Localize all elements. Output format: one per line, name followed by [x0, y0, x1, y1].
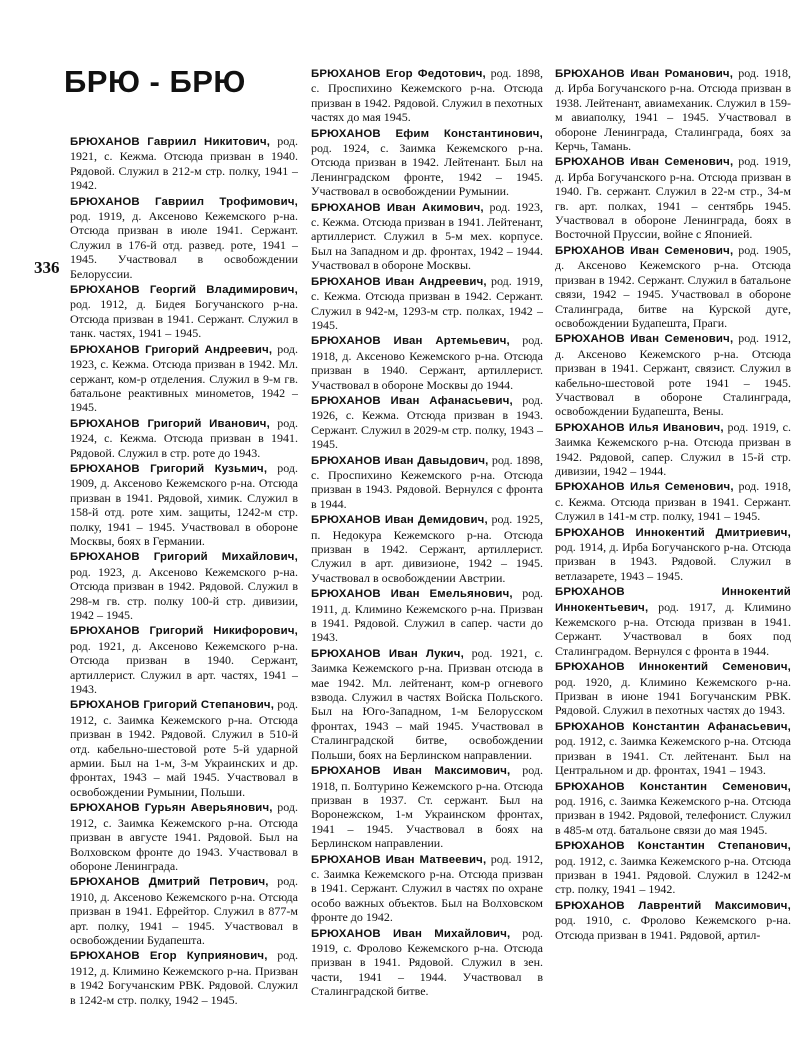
entry-details: род. 1923, с. Кежма. Отсюда призван в 1941. Лейтенант, артиллерист. Служил в 5-м мех. корпусе. Был на Западном и др. фронтах, 1942 – 1944. Участвовал в обороне Москвы. [311, 199, 543, 273]
entry-details: род. 1905, д. Аксеново Кежемского р-на. Отсюда призван в 1942. Сержант. Служил в батальоне связи, 1942 – 1945. Участвовал в обороне Сталинграда, битве на Курской дуге, освобождении Будапешта, Праги. [555, 242, 791, 330]
entry-details: род. 1912, с. Заимка Кежемского р-на. Отсюда призван в августе 1941. Рядовой. Был на Волховском фронте до 1943. Участвовал в обороне Ленинграда. [70, 800, 298, 873]
entry-name: БРЮХАНОВ Иван Семенович, [555, 244, 734, 257]
biography-entry [311, 926, 543, 999]
entry-details: род. 1909, д. Аксеново Кежемского р-на. Отсюда призван в 1941. Рядовой, химик. Служил в 158-й отд. роте хим. защиты, 1242-м стр. полку, 1941 – 1945. Участвовал в обороне Москвы, боях в Германии. [70, 460, 298, 548]
page-number: 336 [34, 258, 60, 277]
biography-entry [70, 461, 298, 548]
entry-details: род. 1918, п. Болтурино Кежемского р-на. Отсюда призван в 1937. Ст. сержант. Был на Воронежском, 1-м Украинском фронтах, 1941 – 1945. Участвовал в боях на Берлинском направлении. [311, 763, 543, 851]
biography-entry [311, 393, 543, 452]
entry-name: БРЮХАНОВ Константин Афанасьевич, [555, 720, 791, 733]
entry-name: БРЮХАНОВ Лаврентий Максимович, [555, 899, 791, 912]
entry-details: род. 1898, с. Проспихино Кежемского р-на. Отсюда призван в 1943. Рядовой. Вернулся с фронта в 1944. [311, 452, 543, 511]
biography-entry [70, 134, 298, 193]
entry-details: род. 1912, с. Заимка Кежемского р-на. Отсюда призван в 1942. Рядовой. Служил в 510-й отд. кабельно-шестовой роте 5-й ударной армии. Был на 1-м, 3-м Украинских и др. фронтах, 1943 – май 1945. Участвовал в освобождении Румынии, Польши. [70, 697, 298, 799]
entry-details: род. 1912, с. Заимка Кежемского р-на. Отсюда призван в 1941. Сержант. Служил в частях по охране особо важных объектов. Был на Волховском фронте до 1942. [311, 851, 543, 925]
entry-name: БРЮХАНОВ Иван Семенович, [555, 156, 734, 169]
entry-details: род. 1919, с. Кежма. Отсюда призван в 1942. Сержант. Служил в 942-м, 1293-м стр. полках, 1942 – 1945. [311, 273, 543, 332]
biography-entry [555, 420, 791, 479]
entry-details: род. 1926, с. Кежма. Отсюда призван в 1943. Сержант. Служил в 2029-м стр. полку, 1943 – 1945. [311, 392, 543, 452]
biography-entry [70, 874, 298, 947]
entry-details: род. 1914, д. Ирба Богучанского р-на. Отсюда призван в 1943. Рядовой. Служил в ветлазарете, 1943 – 1945. [555, 540, 791, 583]
entry-details: род. 1924, с. Кежма. Отсюда призван в 1941. Рядовой. Служил в стр. роте до 1943. [70, 415, 298, 460]
biography-entry [555, 898, 791, 942]
biography-entry [70, 194, 298, 281]
entry-name: БРЮХАНОВ Иннокентий Иннокентьевич, [555, 586, 791, 614]
biography-entry [311, 763, 543, 850]
biography-entry [555, 479, 791, 523]
entry-details: род. 1919, д. Аксеново Кежемского р-на. Отсюда призван в июле 1941. Сержант. Служил в 176-й отд. развед. роте, 1941 – 1945. Участвовал в освобождении Белоруссии. [70, 209, 298, 281]
biography-entry [70, 416, 298, 460]
entry-name: БРЮХАНОВ Иван Афанасьевич, [311, 394, 513, 407]
entry-details: род. 1912, д. Аксеново Кежемского р-на. Отсюда призван в 1941. Сержант, связист. Служил в кабельно-шестовой роте 1941 – 1945. Участвовал в обороне Сталинграда, освобождении Будапешта, Вены. [555, 331, 791, 419]
entry-details: род. 1912, с. Заимка Кежемского р-на. Отсюда призван в 1941. Рядовой. Служил в 1242-м стр. полку, 1941 – 1942. [555, 853, 791, 897]
entry-details: род. 1912, д. Климино Кежемского р-на. Призван в 1942 Богучанским РВК. Рядовой. Служил в 1242-м стр. полку, 1942 – 1945. [70, 948, 298, 1007]
entry-name: БРЮХАНОВ Иван Максимович, [311, 765, 511, 778]
entry-details: род. 1918, д. Аксеново Кежемского р-на. Отсюда призван в 1940. Сержант, артиллерист. Участвовал в обороне Москвы до 1944. [311, 333, 543, 392]
entry-name: БРЮХАНОВ Иван Акимович, [311, 201, 484, 214]
page-running-heading: БРЮ - БРЮ [64, 64, 246, 99]
biography-entry [555, 331, 791, 418]
entry-name: БРЮХАНОВ Григорий Михайлович, [70, 551, 298, 564]
entry-details: род. 1910, д. Аксеново Кежемского р-на. Отсюда призван в 1941. Ефрейтор. Служил в 877-м арт. полку, 1941 – 1945. Участвовал в освобождении Будапешта. [70, 874, 298, 947]
entry-name: БРЮХАНОВ Григорий Иванович, [70, 417, 270, 430]
entry-details: род. 1925, п. Недокура Кежемского р-на. Отсюда призван в 1942. Сержант, артиллерист. Служил в арт. дивизионе, 1942 – 1945. Участвовал в освобождении Австрии. [311, 512, 543, 585]
entry-name: БРЮХАНОВ Иван Романович, [555, 68, 734, 80]
biography-entry [555, 779, 791, 838]
biography-entry [70, 800, 298, 873]
biography-entry [311, 333, 543, 392]
entry-name: БРЮХАНОВ Иван Матвеевич, [311, 853, 487, 866]
entry-name: БРЮХАНОВ Иван Семенович, [555, 333, 734, 346]
entry-details: род. 1919, с. Заимка Кежемского р-на. Отсюда призван в 1942. Рядовой, сапер. Служил в 15-й стр. дивизии, 1942 – 1944. [555, 419, 791, 478]
entry-name: БРЮХАНОВ Иван Давыдович, [311, 454, 489, 467]
entry-name: БРЮХАНОВ Григорий Кузьмич, [70, 462, 268, 475]
biography-entry [70, 342, 298, 415]
entry-name: БРЮХАНОВ Илья Иванович, [555, 421, 724, 434]
biography-entry [70, 549, 298, 622]
biography-entry [311, 646, 543, 762]
biography-entry [311, 126, 543, 199]
biography-entry [70, 282, 298, 341]
entry-name: БРЮХАНОВ Илья Семенович, [555, 481, 734, 494]
entry-details: род. 1921, с. Заимка Кежемского р-на. Призван отсюда в мае 1942. Мл. лейтенант, ком-р огневого взвода. Служил в частях Войска Польского. Был на Юго-Западном, 1-м Белорусском фронтах, 1943 – май 1945. Участвовал в Сталинградской битве, освобождении Польши, боях на Берлинском направлении. [311, 645, 543, 762]
entry-details: род. 1918, д. Ирба Богучанского р-на. Отсюда призван в 1938. Лейтенант, авиамеханик. Служил в 159-м авиаполку, 1941 – 1945. Участвовал в обороне Ленинграда, Сталинграда, боях за Керчь, Тамань. [555, 66, 791, 154]
entry-details: род. 1919, с. Фролово Кежемского р-на. Отсюда призван в 1941. Рядовой. Служил в зен. части, 1941 – 1944. Участвовал в Сталинградской битве. [311, 925, 543, 999]
entry-details: род. 1898, с. Проспихино Кежемского р-на. Отсюда призван в 1942. Рядовой. Служил в пехотных частях до мая 1945. [311, 66, 543, 125]
biography-entry [311, 586, 543, 645]
entry-name: БРЮХАНОВ Иван Андреевич, [311, 275, 487, 288]
entry-name: БРЮХАНОВ Иннокентий Дмитриевич, [555, 526, 791, 539]
entry-details: род. 1921, д. Аксеново Кежемского р-на. Отсюда призван в 1940. Сержант, артиллерист. Служил в арт. частях, 1941 – 1943. [70, 638, 298, 697]
entry-name: БРЮХАНОВ Гурьян Аверьянович, [70, 802, 273, 815]
entry-details: род. 1919, д. Ирба Богучанского р-на. Отсюда призван в 1940. Гв. сержант. Служил в 22-м стр., 34-м гв. арт. полках, 1941 – сентябрь 1945. Участвовал в обороне Ленинграда, боях в Восточной Пруссии, войне с Японией. [555, 154, 791, 242]
entry-name: БРЮХАНОВ Иван Емельянович, [311, 588, 513, 601]
entry-details: род. 1923, с. Кежма. Отсюда призван в 1942. Мл. сержант, ком-р отделения. Служил в 9-м гв. батальоне реактивных минометов, 1942 – 1945. [70, 341, 298, 415]
entry-name: БРЮХАНОВ Иван Лукич, [311, 647, 464, 660]
biography-entry [555, 838, 791, 897]
biography-entry [311, 512, 543, 585]
biography-entry [555, 525, 791, 584]
entry-details: род. 1917, д. Климино Кежемского р-на. Отсюда призван в 1941. Сержант. Участвовал в боях под Сталинградом. Вернулся с фронта в 1944. [555, 599, 791, 658]
entry-name: БРЮХАНОВ Григорий Степанович, [70, 699, 275, 712]
entry-details: род. 1912, с. Заимка Кежемского р-на. Отсюда призван в 1941. Ст. лейтенант. Был на Центральном и др. фронтах, 1941 – 1943. [555, 734, 791, 778]
entry-name: БРЮХАНОВ Егор Куприянович, [70, 950, 268, 963]
entry-details: род. 1912, д. Бидея Богучанского р-на. Отсюда призван в 1941. Сержант. Служил в танк. частях, 1941 – 1945. [70, 297, 298, 341]
biography-entry [70, 948, 298, 1007]
biography-entry [555, 719, 791, 778]
entry-name: БРЮХАНОВ Иннокентий Семенович, [555, 661, 791, 674]
entry-name: БРЮХАНОВ Иван Артемьевич, [311, 335, 510, 348]
biography-entry [555, 659, 791, 718]
biography-entry [311, 66, 543, 125]
entry-name: БРЮХАНОВ Гавриил Никитович, [70, 136, 271, 148]
entry-details: род. 1911, д. Климино Кежемского р-на. Призван в 1941. Рядовой. Служил в сапер. части до 1943. [311, 586, 543, 645]
entry-name: БРЮХАНОВ Григорий Никифорович, [70, 625, 298, 638]
biography-entry [311, 852, 543, 925]
text-column-2 [311, 66, 543, 1041]
entry-name: БРЮХАНОВ Григорий Андреевич, [70, 343, 273, 356]
entry-name: БРЮХАНОВ Дмитрий Петрович, [70, 876, 269, 889]
entry-name: БРЮХАНОВ Ефим Константинович, [311, 127, 543, 140]
biography-entry [555, 584, 791, 658]
biography-entry [555, 243, 791, 330]
entry-details: род. 1918, с. Кежма. Отсюда призван в 1941. Сержант. Служил в 141-м стр. полку, 1941 – 1945. [555, 479, 791, 524]
biography-entry [555, 66, 791, 153]
biography-entry [555, 154, 791, 241]
entry-details: род. 1924, с. Заимка Кежемского р-на. Отсюда призван в 1942. Лейтенант. Был на Ленинградском фронте, 1942 – 1945. Участвовал в освобождении Румынии. [311, 141, 543, 199]
entry-details: род. 1910, с. Фролово Кежемского р-на. Отсюда призван в 1941. Рядовой, артил- [555, 913, 791, 942]
biography-entry [70, 697, 298, 799]
entry-name: БРЮХАНОВ Константин Степанович, [555, 840, 791, 853]
entry-name: БРЮХАНОВ Георгий Владимирович, [70, 284, 298, 297]
entry-name: БРЮХАНОВ Гавриил Трофимович, [70, 195, 298, 208]
entry-details: род. 1916, с. Заимка Кежемского р-на. Отсюда призван в 1942. Рядовой, телефонист. Служил в 485-м отд. батальоне связи до мая 1945. [555, 793, 791, 837]
biography-entry [311, 274, 543, 333]
entry-details: род. 1920, д. Климино Кежемского р-на. Призван в июне 1941 Богучанским РВК. Рядовой. Служил в пехотных частях до 1943. [555, 674, 791, 718]
biography-entry [70, 623, 298, 696]
entry-name: БРЮХАНОВ Иван Михайлович, [311, 927, 511, 940]
biography-entry [311, 200, 543, 273]
entry-name: БРЮХАНОВ Иван Демидович, [311, 514, 488, 527]
entry-name: БРЮХАНОВ Константин Семенович, [555, 780, 791, 793]
text-column-1 [70, 134, 298, 1039]
entry-details: род. 1923, д. Аксеново Кежемского р-на. Отсюда призван в 1942. Рядовой. Служил в 298-м гв. стр. полку 100-й стр. дивизии, 1942 – 1945. [70, 564, 298, 622]
text-column-3 [555, 66, 791, 1041]
entry-details: род. 1921, с. Кежма. Отсюда призван в 1940. Рядовой. Служил в 212-м стр. полку, 1941 – 1942. [70, 134, 298, 193]
biography-entry [311, 453, 543, 512]
entry-name: БРЮХАНОВ Егор Федотович, [311, 68, 486, 80]
